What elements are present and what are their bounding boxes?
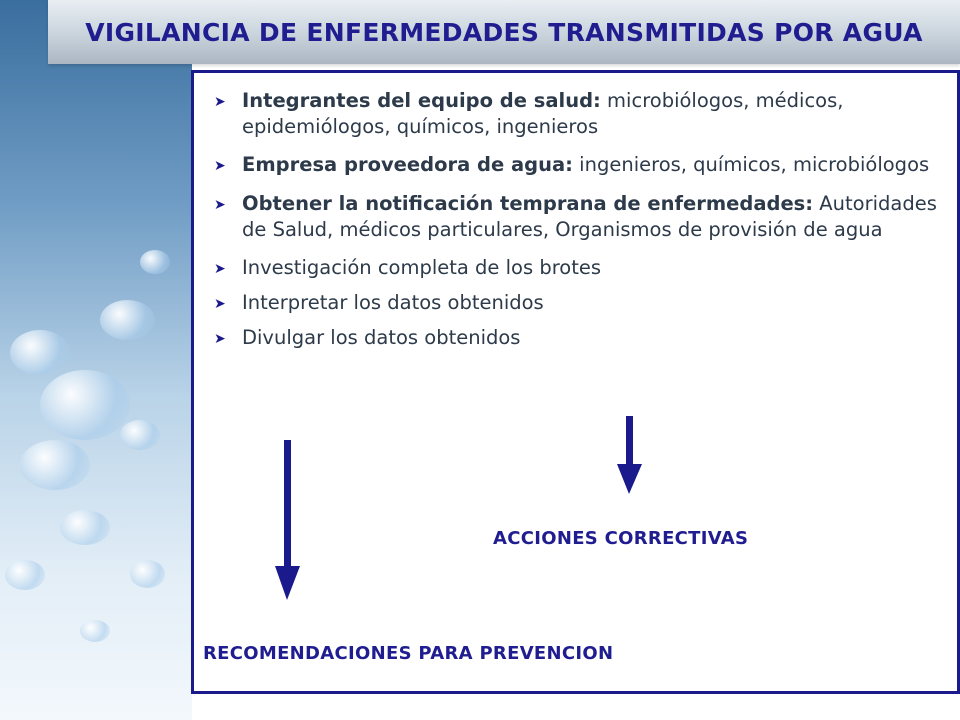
- list-item-text: microbiólogos, médicos, epidemiólogos, químicos, ingenieros: [242, 89, 844, 138]
- list-item-text: Divulgar los datos obtenidos: [242, 326, 521, 349]
- list-item: [214, 255, 949, 282]
- arrowhead-bullet-icon: ➤: [214, 94, 226, 110]
- list-item-text: Investigación completa de los brotes: [242, 256, 602, 279]
- arrowhead-bullet-icon: ➤: [214, 158, 226, 174]
- list-item-strong: Empresa proveedora de agua:: [242, 153, 573, 176]
- list-item: [214, 325, 949, 352]
- arrowhead-bullet-icon: ➤: [214, 331, 226, 347]
- corrective-actions-label: ACCIONES CORRECTIVAS: [493, 528, 749, 549]
- list-item: [214, 152, 949, 179]
- water-splash-background: [0, 0, 192, 720]
- arrowhead-bullet-icon: ➤: [214, 197, 226, 213]
- list-item-text: Interpretar los datos obtenidos: [242, 291, 544, 314]
- title-bar: [48, 0, 960, 64]
- list-item-text: Autoridades de Salud, médicos particulares, Organismos de provisión de agua: [242, 192, 937, 241]
- list-item-strong: Obtener la notificación temprana de enfermedades:: [242, 192, 814, 215]
- arrowhead-bullet-icon: ➤: [214, 261, 226, 277]
- down-arrow-icon: [612, 416, 646, 496]
- content-box: [191, 70, 960, 694]
- list-item: [214, 290, 949, 317]
- list-item: [214, 191, 949, 243]
- down-arrow-icon: [270, 440, 304, 602]
- list-item: [214, 88, 949, 140]
- list-item-text: ingenieros, químicos, microbiólogos: [572, 153, 930, 176]
- prevention-recommendations-label: RECOMENDACIONES PARA PREVENCION: [203, 643, 614, 664]
- bullet-list: [214, 88, 949, 360]
- arrowhead-bullet-icon: ➤: [214, 296, 226, 312]
- list-item-strong: Integrantes del equipo de salud:: [242, 89, 601, 112]
- slide-title: VIGILANCIA DE ENFERMEDADES TRANSMITIDAS POR AGUA: [85, 17, 923, 47]
